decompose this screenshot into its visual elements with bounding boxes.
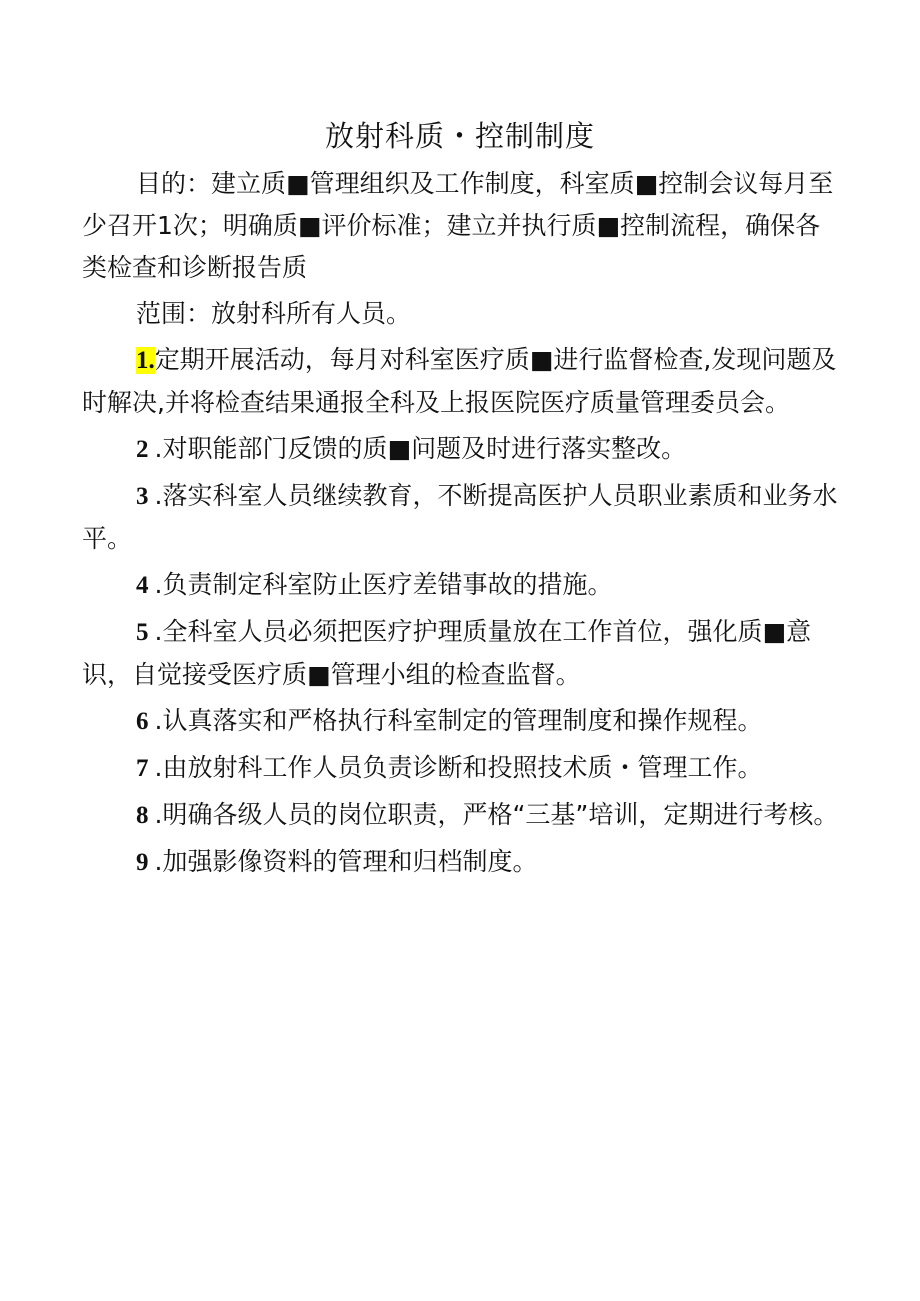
item-text: .认真落实和严格执行科室制定的管理制度和操作规程。	[154, 706, 763, 735]
item-number: 8	[136, 802, 149, 829]
list-item	[82, 841, 840, 884]
item-text: .明确各级人员的岗位职责，严格“三基”培训，定期进行考核。	[154, 800, 839, 829]
item-number: 4	[136, 572, 149, 599]
document-body	[82, 163, 840, 884]
item-number: 7	[136, 755, 149, 782]
item-number: 3	[136, 483, 149, 510]
purpose-paragraph: 目的：建立质■管理组织及工作制度，科室质■控制会议每月至少召开1次；明确质■评价标准；建立并执行质■控制流程，确保各类检查和诊断报告质	[82, 169, 834, 282]
item-text: 定期开展活动，每月对科室医疗质■进行监督检查,发现问题及时解决,并将检查结果通报全科及上报医院医疗质量管理委员会。	[82, 345, 837, 417]
document-title: 放射科质・控制制度	[324, 119, 595, 153]
list-item	[82, 428, 840, 471]
item-text: .对职能部门反馈的质■问题及时进行落实整改。	[154, 434, 687, 463]
item-text: .由放射科工作人员负责诊断和投照技术质・管理工作。	[154, 753, 763, 782]
scope-paragraph: 范围：放射科所有人员。	[136, 299, 412, 328]
item-text: .全科室人员必须把医疗护理质量放在工作首位，强化质■意识，自觉接受医疗质■管理小组的检查监督。	[82, 617, 812, 689]
list-item	[82, 475, 840, 560]
list-item	[82, 747, 840, 790]
list-item	[82, 700, 840, 743]
item-number: 5	[136, 619, 149, 646]
list-item	[82, 611, 840, 696]
item-number: 2	[136, 436, 149, 463]
list-item	[82, 339, 840, 424]
list-item	[82, 564, 840, 607]
item-number: 1.	[136, 347, 155, 374]
item-number: 9	[136, 849, 149, 876]
item-number: 6	[136, 708, 149, 735]
item-text: .加强影像资料的管理和归档制度。	[154, 847, 538, 876]
list-item	[82, 794, 840, 837]
item-text: .负责制定科室防止医疗差错事故的措施。	[154, 570, 613, 599]
item-text: .落实科室人员继续教育，不断提高医护人员职业素质和业务水平。	[82, 481, 838, 553]
